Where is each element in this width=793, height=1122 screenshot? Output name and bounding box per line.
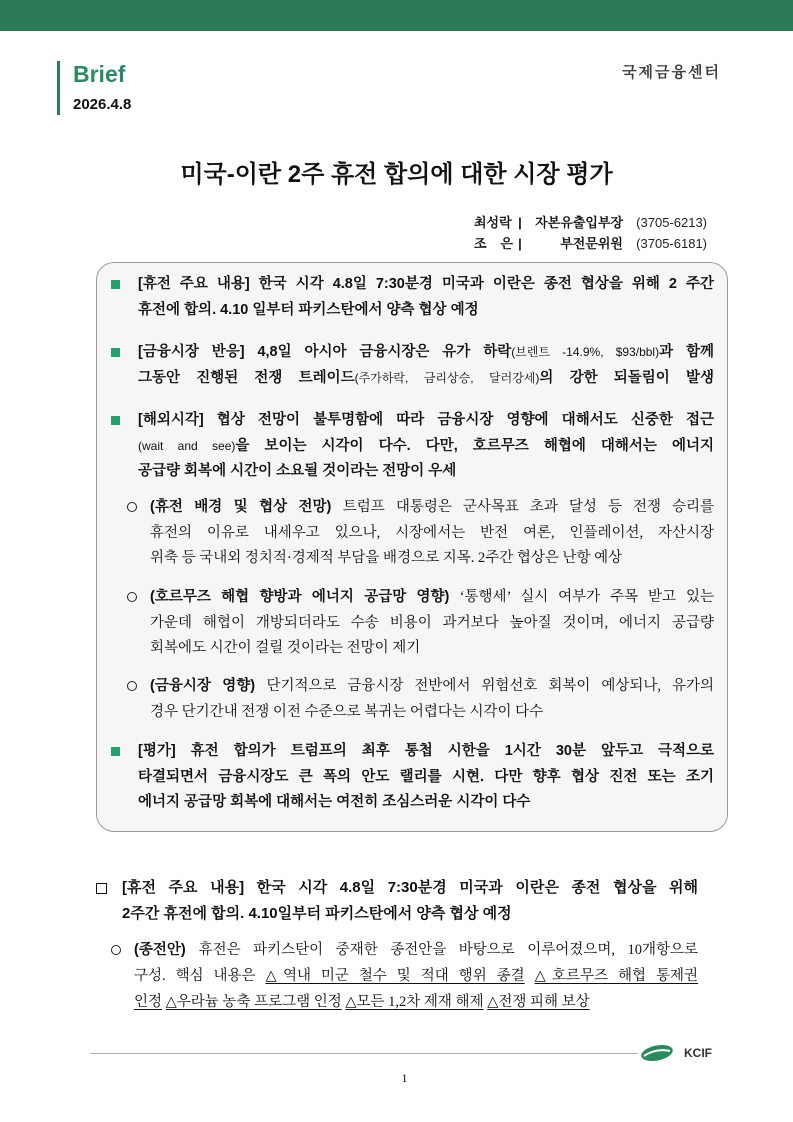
summary-note: (주가하락, 금리상승, 달러강세) xyxy=(354,370,540,385)
summary-text: 그동안 진행된 전쟁 트레이드 xyxy=(138,369,355,386)
author-phone: (3705-6213) xyxy=(636,215,707,230)
hollow-circle-bullet-icon xyxy=(127,502,137,512)
underlined-term: △역내 미군 철수 및 적대 행위 종결 xyxy=(265,968,525,984)
subitem-heading: (휴전 배경 및 협상 전망) xyxy=(150,499,332,515)
section-line xyxy=(122,875,698,901)
summary-text: 의 강한 되돌림이 발생 xyxy=(539,369,715,386)
summary-box xyxy=(96,262,728,832)
summary-text: 과 함께 xyxy=(659,344,714,360)
author-name: 조 은 xyxy=(474,236,513,251)
summary-line xyxy=(150,674,714,700)
author-position: 부전문위원 xyxy=(560,236,623,251)
subitem-text: 휴전의 이유로 내세우고 있으나, 시장에서는 반전 여론, 인플레이션, 자산시장 xyxy=(150,524,714,541)
green-square-bullet-icon xyxy=(111,348,120,357)
publish-date: 2026.4.8 xyxy=(73,96,132,113)
summary-subitem-market-impact xyxy=(150,674,714,725)
summary-line xyxy=(138,459,714,485)
point-line xyxy=(134,989,698,1015)
underlined-term: △호르무즈 해협 통제권 xyxy=(534,968,698,984)
subitem-heading: (호르무즈 해협 향방과 에너지 공급망 영향) xyxy=(150,589,450,605)
summary-line xyxy=(150,521,714,547)
summary-text: 공급량 회복에 시간이 소요될 것이라는 전망이 우세 xyxy=(138,463,457,479)
summary-line xyxy=(138,408,714,434)
footer-logo-text: KCIF xyxy=(684,1046,712,1060)
subitem-text: 단기적으로 금융시장 전반에서 위험선호 회복이 예상되나, 유가의 xyxy=(266,678,715,694)
summary-item-ceasefire-terms xyxy=(138,272,714,323)
organization-name: 국제금융센터 xyxy=(622,64,721,81)
summary-subitem-hormuz xyxy=(150,585,714,662)
author-phone: (3705-6181) xyxy=(636,236,707,251)
section-ceasefire-terms xyxy=(122,875,698,927)
summary-line xyxy=(150,611,714,637)
hollow-square-bullet-icon xyxy=(96,883,107,894)
summary-text: 휴전에 합의. 4.10 일부터 파키스탄에서 양측 협상 예정 xyxy=(138,301,479,318)
summary-line xyxy=(150,636,714,662)
header-color-bar xyxy=(0,0,793,31)
point-text: 구성. 핵심 내용은 xyxy=(134,968,256,984)
subitem-heading: (금융시장 영향) xyxy=(150,678,256,694)
hollow-circle-bullet-icon xyxy=(127,681,137,691)
summary-note: (wait and see) xyxy=(138,438,236,453)
author-row xyxy=(474,233,707,254)
summary-item-overseas-views xyxy=(138,408,714,485)
summary-line xyxy=(150,495,714,521)
hollow-circle-bullet-icon xyxy=(111,945,121,955)
summary-note: (브렌트 -14.9%, $93/bbl) xyxy=(511,345,660,359)
page-title: 미국-이란 2주 휴전 합의에 대한 시장 평가 xyxy=(180,161,613,188)
summary-line xyxy=(150,700,714,726)
summary-line xyxy=(138,366,714,392)
section-text: 2주간 휴전에 합의. 4.10일부터 파키스탄에서 양측 협상 예정 xyxy=(122,905,512,922)
summary-line xyxy=(150,546,714,572)
underlined-term: 인정 xyxy=(134,994,163,1010)
subitem-text: 회복에도 시간이 걸릴 것이라는 전망이 제기 xyxy=(150,640,421,656)
footer-divider xyxy=(90,1053,638,1054)
summary-line xyxy=(138,765,714,791)
subitem-text: ‘통행세’ 실시 여부가 주목 받고 있는 xyxy=(459,589,714,605)
section-text: [휴전 주요 내용] 한국 시각 4.8일 7:30분경 미국과 이란은 종전 협상을 위해 xyxy=(122,879,698,896)
summary-text: 타결되면서 금융시장도 큰 폭의 안도 랠리를 시현. 다만 향후 협상 진전 또는 조기 xyxy=(138,768,714,785)
summary-text: [금융시장 반응] 4,8일 아시아 금융시장은 유가 하락 xyxy=(138,344,512,360)
summary-text: 에너지 공급망 회복에 대해서는 여전히 조심스러운 시각이 다수 xyxy=(138,794,531,810)
brand-accent-rule xyxy=(57,61,60,115)
subitem-text: 가운데 해협이 개방되더라도 수송 비용이 과거보다 높아질 것이며, 에너지 공급량 xyxy=(150,614,714,631)
underlined-term: △우라늄 농축 프로그램 인정 xyxy=(165,994,342,1010)
summary-line xyxy=(138,790,714,816)
summary-line xyxy=(138,298,714,324)
subitem-text: 경우 단기간내 전쟁 이전 수준으로 복귀는 어렵다는 시각이 다수 xyxy=(150,703,544,720)
summary-text: [평가] 휴전 합의가 트럼프의 최후 통첩 시한을 1시간 30분 앞두고 극적으로 xyxy=(138,743,714,759)
green-square-bullet-icon xyxy=(111,280,120,289)
author-separator: | xyxy=(518,236,522,251)
summary-text: [휴전 주요 내용] 한국 시각 4.8일 7:30분경 미국과 이란은 종전 협상을 위해 2 주간 xyxy=(138,276,714,292)
author-position: 자본유출입부장 xyxy=(535,215,623,230)
green-square-bullet-icon xyxy=(111,416,120,425)
point-line xyxy=(134,937,698,963)
underlined-term: △전쟁 피해 보상 xyxy=(487,994,590,1010)
summary-line xyxy=(138,272,714,298)
underlined-term: △모든 1,2차 제재 해제 xyxy=(345,994,484,1010)
subitem-text: 트럼프 대통령은 군사목표 초과 달성 등 전쟁 승리를 xyxy=(342,499,714,515)
author-list xyxy=(474,212,707,254)
subitem-text: 위축 등 국내외 정치적·경제적 부담을 배경으로 지목. 2주간 협상은 난항 예상 xyxy=(150,550,623,566)
summary-text: 을 보이는 시각이 다수. 다만, 호르무즈 해협에 대해서는 에너지 xyxy=(235,437,714,454)
section-line xyxy=(122,901,698,927)
summary-line xyxy=(138,340,714,366)
point-line xyxy=(134,963,698,989)
summary-line xyxy=(138,434,714,460)
summary-line xyxy=(138,739,714,765)
author-name: 최성락 xyxy=(474,215,512,230)
point-heading: (종전안) xyxy=(134,942,186,958)
author-separator: | xyxy=(518,215,522,230)
summary-item-assessment xyxy=(138,739,714,816)
author-row xyxy=(474,212,707,233)
green-square-bullet-icon xyxy=(111,747,120,756)
point-peace-proposal xyxy=(134,937,698,1015)
page-number: 1 xyxy=(401,1071,408,1085)
kcif-logo-icon xyxy=(640,1043,674,1063)
point-text: 휴전은 파키스탄이 중재한 종전안을 바탕으로 이루어졌으며, 10개항으로 xyxy=(198,942,699,958)
summary-item-market-reaction xyxy=(138,340,714,391)
summary-line xyxy=(150,585,714,611)
brief-label: Brief xyxy=(73,61,126,87)
summary-subitem-background xyxy=(150,495,714,572)
hollow-circle-bullet-icon xyxy=(127,592,137,602)
summary-text: [해외시각] 협상 전망이 불투명함에 따라 금융시장 영향에 대해서도 신중한 접근 xyxy=(138,412,714,428)
